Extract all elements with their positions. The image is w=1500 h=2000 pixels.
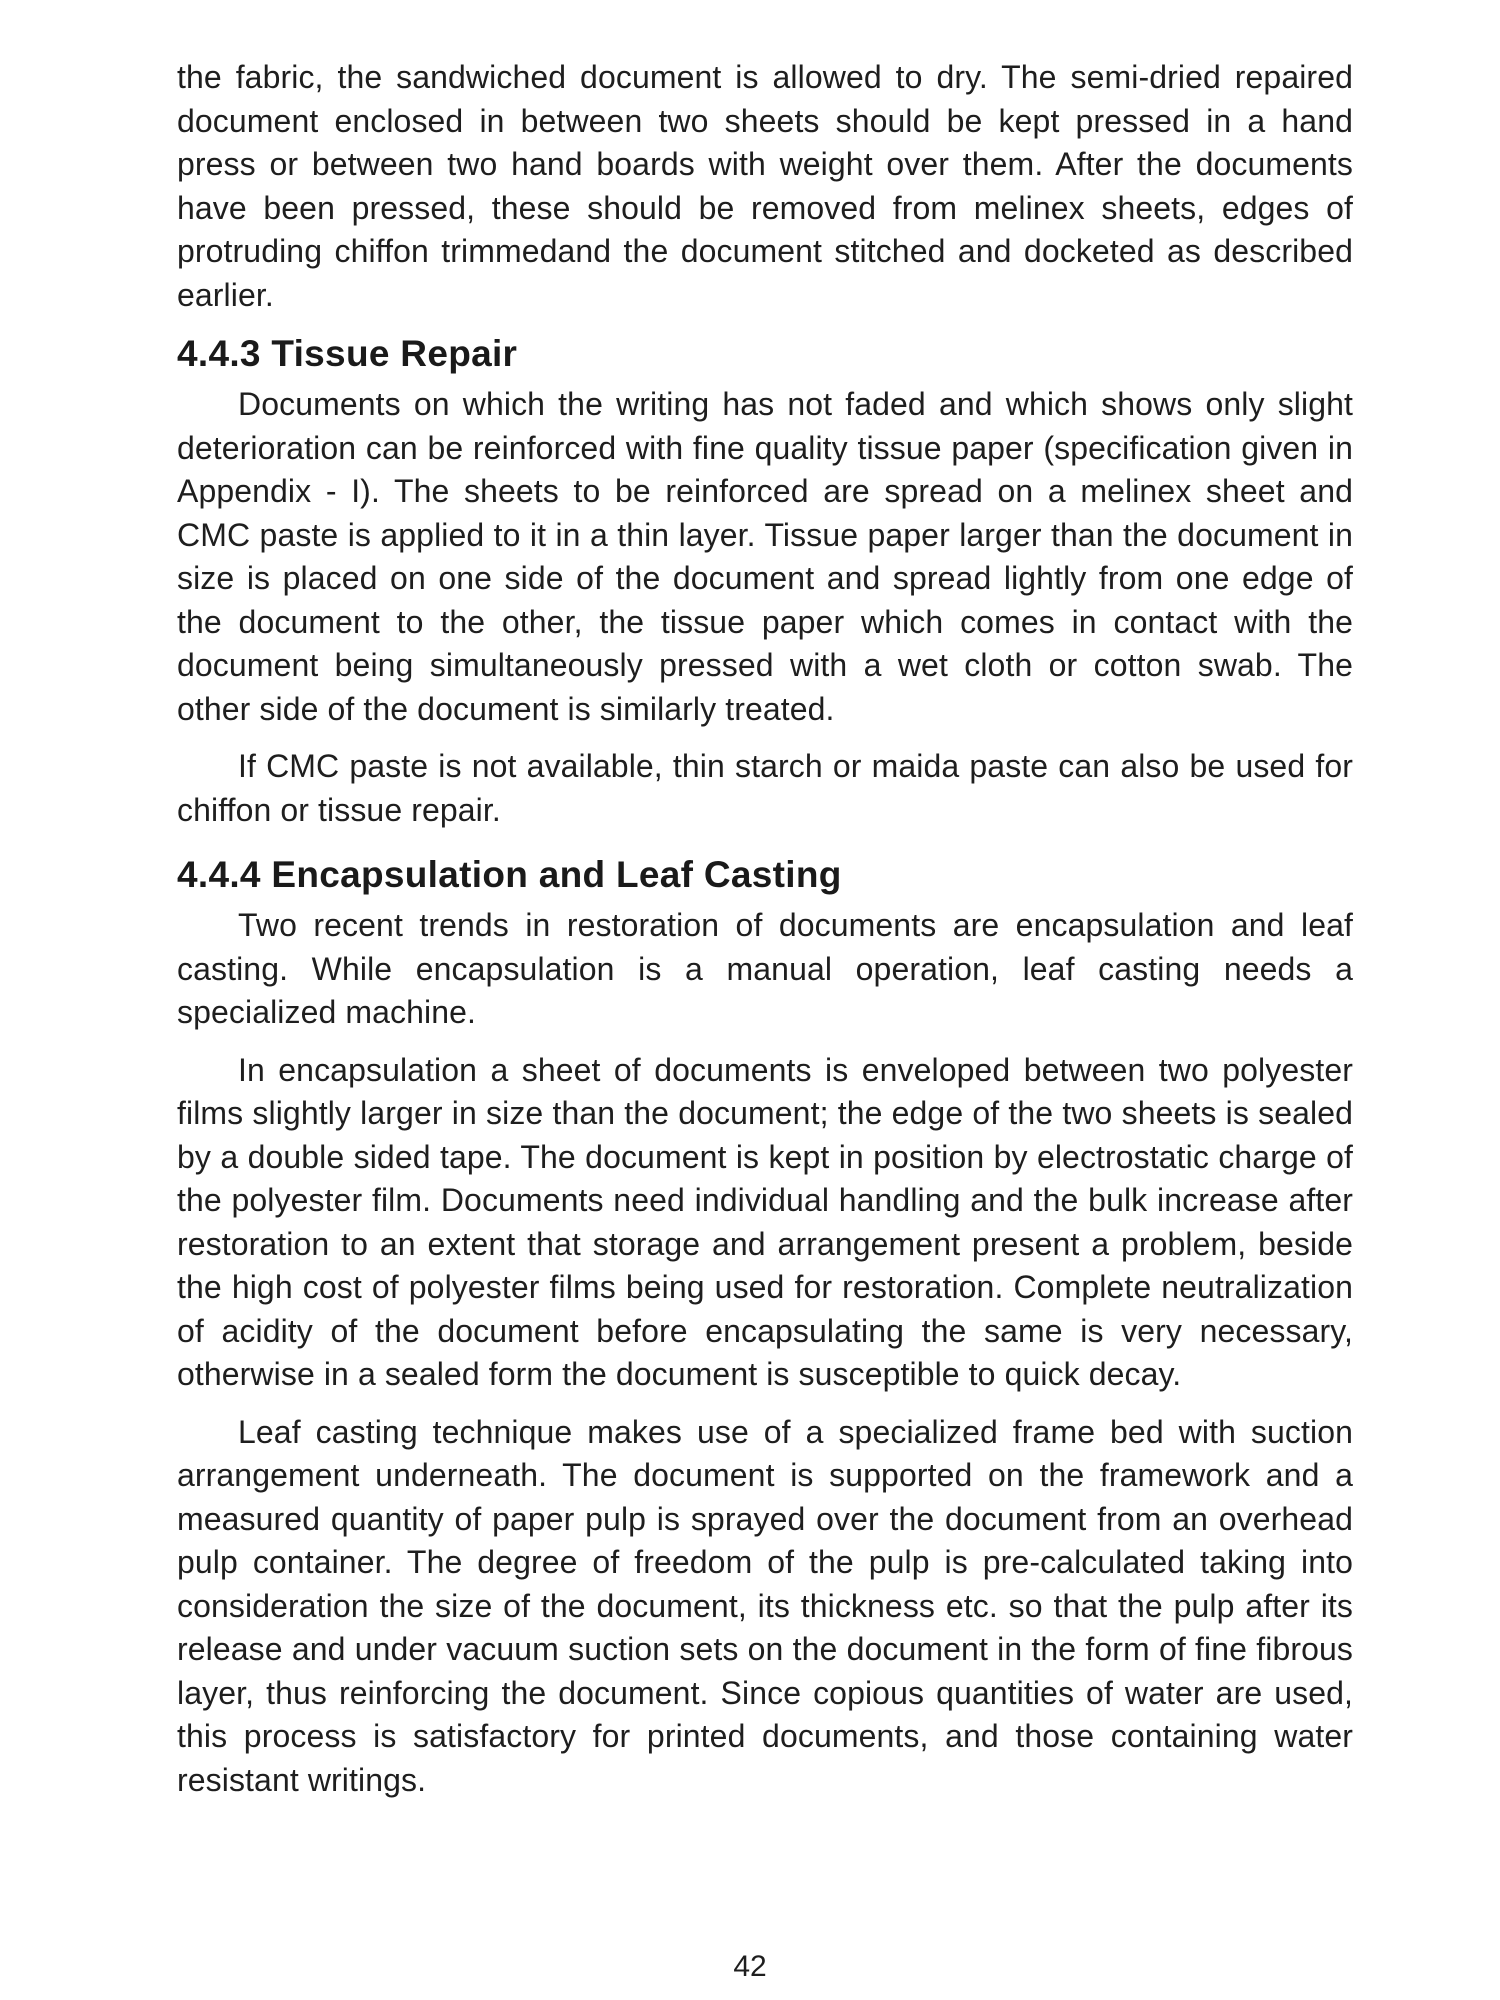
- encapsulation-paragraph-1: Two recent trends in restoration of documents are encapsulation and leaf casting. While encapsulation is a manual operation, leaf casting needs a specialized machine.: [177, 907, 1353, 1030]
- continuation-paragraph: the fabric, the sandwiched document is allowed to dry. The semi-dried repaired document enclosed in between two sheets should be kept pressed in a hand press or between two hand boards with weight over them. After the documents have been pressed, these should be removed from melinex sheets, edges of protruding chiffon trimmedand the document stitched and docketed as described earlier.: [177, 59, 1353, 313]
- encapsulation-paragraph-2: In encapsulation a sheet of documents is enveloped between two polyester films slightly larger in size than the document; the edge of the two sheets is sealed by a double sided tape. The document is kept in position by electrostatic charge of the polyester film. Documents need individual handling and the bulk increase after restoration to an extent that storage and arrangement present a problem, beside the high cost of polyester films being used for restoration. Complete neutralization of acidity of the document before encapsulating the same is very necessary, otherwise in a sealed form the document is susceptible to quick decay.: [177, 1051, 1353, 1392]
- section-heading-encapsulation-leaf-casting: 4.4.4 Encapsulation and Leaf Casting: [177, 854, 842, 895]
- page-content: [177, 56, 1353, 1816]
- tissue-repair-paragraph-2: If CMC paste is not available, thin starch or maida paste can also be used for chiffon or tissue repair.: [177, 748, 1353, 828]
- leaf-casting-paragraph: Leaf casting technique makes use of a specialized frame bed with suction arrangement underneath. The document is supported on the framework and a measured quantity of paper pulp is sprayed over the document from an overhead pulp container. The degree of freedom of the pulp is pre-calculated taking into consideration the size of the document, its thickness etc. so that the pulp after its release and under vacuum suction sets on the document in the form of fine fibrous layer, thus reinforcing the document. Since copious quantities of water are used, this process is satisfactory for printed documents, and those containing water resistant writings.: [177, 1413, 1353, 1798]
- section-heading-tissue-repair: 4.4.3 Tissue Repair: [177, 333, 518, 374]
- tissue-repair-paragraph-1: Documents on which the writing has not faded and which shows only slight deterioration can be reinforced with fine quality tissue paper (specification given in Appendix - I). The sheets to be reinforced are spread on a melinex sheet and CMC paste is applied to it in a thin layer. Tissue paper larger than the document in size is placed on one side of the document and spread lightly from one edge of the document to the other, the tissue paper which comes in contact with the document being simultaneously pressed with a wet cloth or cotton swab. The other side of the document is similarly treated.: [177, 386, 1353, 727]
- page-number: 42: [733, 1950, 767, 1983]
